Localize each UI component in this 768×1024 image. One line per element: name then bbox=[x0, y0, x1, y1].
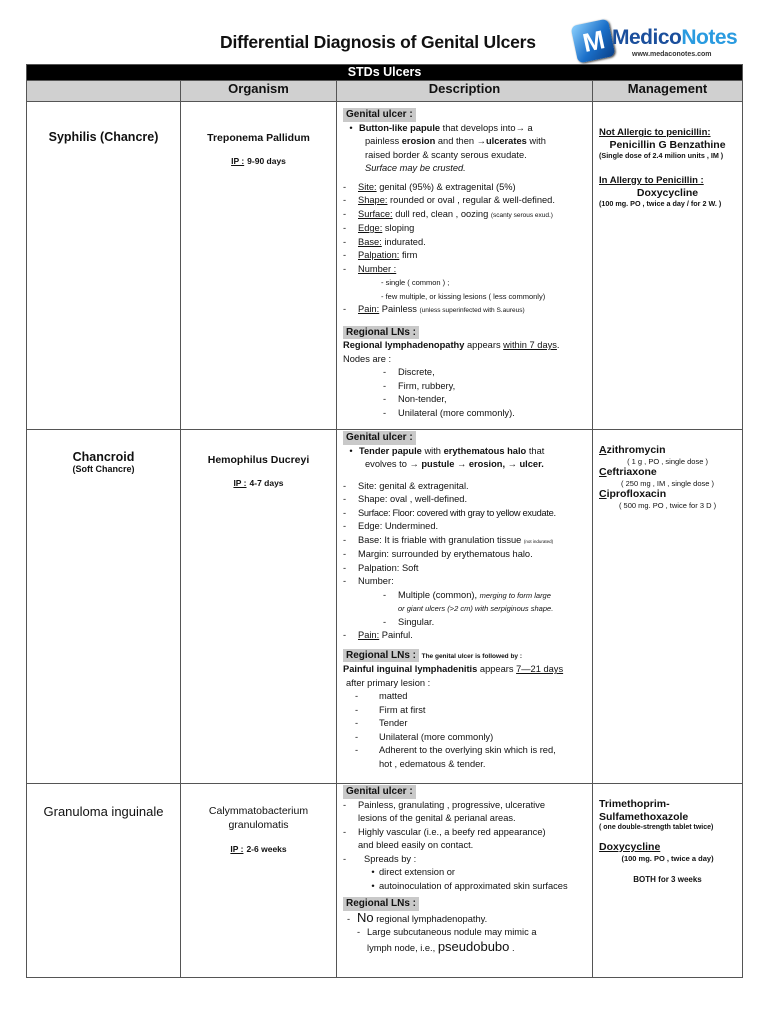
disease-cell bbox=[27, 430, 181, 784]
management-cell: Trimethoprim- Sulfamethoxazole ( one double-strength tablet twice) Doxycycline (100 mg. PO , twice a day) BOTH for 3 weeks bbox=[593, 784, 743, 978]
description-cell: Genital ulcer : - Painless, granulating , progressive, ulcerative lesions of the genital & perianal areas. - Highly vascular (i.e., a beefy red appearance) and bleed easily on contact. - Spreads by : • direct extension or • autoinoculation of approximated skin surfaces Regional LNs : - No regional lymphadenopathy. - Large subcutaneous nodule may mimic a lymph node, i.e., pseudobubo . bbox=[337, 784, 593, 978]
incubation-period: IP : 2-6 weeks bbox=[230, 844, 287, 854]
incubation-period: IP : 9-90 days bbox=[231, 156, 286, 166]
organism-cell bbox=[181, 430, 337, 784]
table-row bbox=[27, 102, 743, 430]
organism-name: Hemophilus Ducreyi bbox=[207, 454, 310, 466]
organism-name: Calymmatobacterium granulomatis bbox=[208, 805, 309, 831]
col-header-blank bbox=[27, 81, 181, 102]
logo-mark: M bbox=[580, 24, 608, 58]
organism-cell bbox=[181, 784, 337, 978]
diagnosis-table bbox=[26, 64, 743, 978]
section-regional-lns: Regional LNs : bbox=[343, 326, 419, 340]
logo-url: www.medaconotes.com bbox=[632, 51, 712, 58]
col-header-organism: Organism bbox=[181, 81, 337, 102]
disease-cell bbox=[27, 784, 181, 978]
organism-cell bbox=[181, 102, 337, 430]
table-row bbox=[27, 430, 743, 784]
section-regional-lns: Regional LNs : bbox=[343, 897, 419, 911]
disease-name: Granuloma inguinale bbox=[43, 804, 164, 819]
description-cell: Genital ulcer : • Button-like papule that develops into→ a painless erosion and then →ulcerates with raised border & scanty serous exudate. Surface may be crusted. - Site: genital (95%) & extragenital (5%) - Shape: rounded or oval , regular & well-defined. - Surface: dull red, clean , oozing (scanty serous exud.) - Edge: sloping - Base: indurated. - Palpation: firm - Number : - single ( common ) ; - few multiple, or kissing lesions ( less commonly) - Pain: Painless (unless superinfected with S.aureus) Regional LNs : Regional lymphadenopathy appears within 7 days. Nodes are : - Discrete, - Firm, rubbery, - Non-tender, - Unilateral (more commonly). bbox=[337, 102, 593, 430]
incubation-period: IP : 4-7 days bbox=[233, 478, 284, 488]
col-header-description: Description bbox=[337, 81, 593, 102]
disease-cell bbox=[27, 102, 181, 430]
section-regional-lns: Regional LNs : bbox=[343, 649, 419, 663]
table-row bbox=[27, 784, 743, 978]
disease-subname: (Soft Chancre) bbox=[72, 464, 135, 474]
disease-name: Syphilis (Chancre) bbox=[48, 130, 159, 144]
col-header-management: Management bbox=[593, 81, 743, 102]
section-genital-ulcer: Genital ulcer : bbox=[343, 431, 416, 445]
brand-logo bbox=[574, 16, 738, 66]
section-genital-ulcer: Genital ulcer : bbox=[343, 785, 416, 799]
page-title: Differential Diagnosis of Genital Ulcers bbox=[220, 32, 536, 52]
disease-name: Chancroid bbox=[72, 450, 135, 464]
section-genital-ulcer: Genital ulcer : bbox=[343, 108, 416, 122]
management-cell: Azithromycin ( 1 g , PO , single dose ) Ceftriaxone ( 250 mg , IM , single dose ) Ciprofloxacin ( 500 mg. PO , twice for 3 D ) bbox=[593, 430, 743, 784]
table-band: STDs Ulcers bbox=[27, 65, 743, 81]
description-cell: Genital ulcer : • Tender papule with erythematous halo that evolves to → pustule → erosion, → ulcer. - Site: genital & extragenital. - Shape: oval , well-defined. - Surface: Floor: covered with gray to yellow exudate. - Edge: Undermined. - Base: It is friable with granulation tissue (not indurated) - Margin: surrounded by erythematous halo. - Palpation: Soft - Number: - Multiple (common), merging to form large or giant ulcers (>2 cm) with serpiginous shape. - Singular. - Pain: Painful. Regional LNs : The genital ulcer is followed by : Painful inguinal lymphadenitis appears 7—21 days after primary lesion : - matted - Firm at first - Tender - Unilateral (more commonly) - Adherent to the overlying skin which is red, hot , edematous & tender. bbox=[337, 430, 593, 784]
organism-name: Treponema Pallidum bbox=[207, 132, 310, 144]
logo-wordmark: MedicoNotes bbox=[612, 26, 738, 49]
management-cell: Not Allergic to penicillin: Penicillin G Benzathine (Single dose of 2.4 milion units , IM ) In Allergy to Penicillin : Doxycycline (100 mg. PO , twice a day / for 2 W. ) bbox=[593, 102, 743, 430]
